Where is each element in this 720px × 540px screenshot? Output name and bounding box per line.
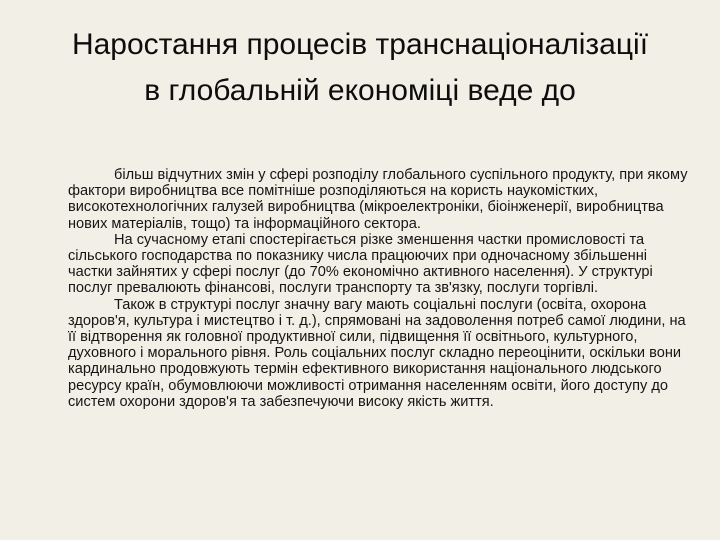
body-paragraph-3: Також в структурі послуг значну вагу мають соціальні послуги (освіта, охорона здоров'я, культура і мистецтво і т. д.), спрямовані на задоволення потреб самої людини, на її відтворення як головної продуктивної сили, підвищення її освітнього, культурного, духовного і морального рівня. Роль соціальних послуг складно переоцінити, оскільки вони кардинально продовжують термін ефективного використання національного людського ресурсу країн, обумовлюючи можливості отримання населенням освіти, його доступу до систем охорони здоров'я та забезпечуючи високу якість життя. bbox=[68, 296, 686, 410]
slide-body bbox=[68, 167, 688, 410]
slide-title-line-2: в глобальній економіці веде до bbox=[144, 74, 576, 107]
slide-title-line-1: Наростання процесів транснаціоналізації bbox=[71, 28, 649, 61]
slide-title bbox=[20, 22, 700, 114]
body-paragraph-2: На сучасному етапі спостерігається різке зменшення частки промисловості та сільського господарства по показнику числа працюючих при одночасному збільшенні частки зайнятих у сфері послуг (до 70% економічно активного населення). У структурі послуг превалюють фінансові, послуги транспорту та зв'язку, послуги торгівлі. bbox=[68, 231, 653, 297]
body-paragraph-1: більш відчутних змін у сфері розподілу глобального суспільного продукту, при якому фактори виробництва все помітніше розподіляються на користь наукомістких, високотехнологічних галузей виробництва (мікроелектроніки, біоінженерії, виробництва нових матеріалів, тощо) та інформаційного сектора. bbox=[68, 167, 688, 232]
